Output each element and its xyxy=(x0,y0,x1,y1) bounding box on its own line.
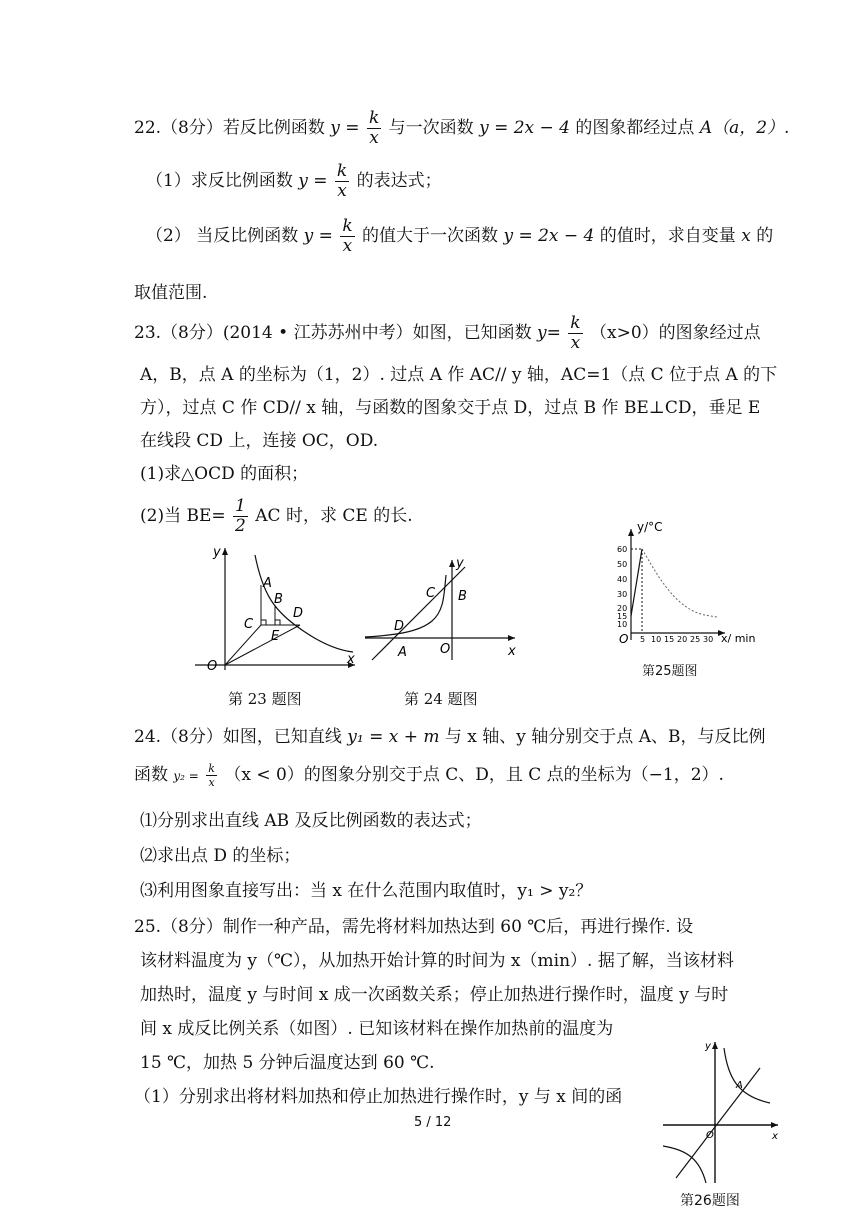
q23-sub2-a: (2)当 BE= xyxy=(140,506,226,526)
page-number: 5 / 12 xyxy=(414,1115,452,1130)
f26-a-label: A xyxy=(736,1080,743,1091)
figure-25 xyxy=(605,515,775,655)
f25-x-axis-label: x/ min xyxy=(721,632,756,645)
f23-e-label: E xyxy=(271,629,280,644)
q24-sub2: ⑵求出点 D 的坐标； xyxy=(140,846,301,866)
f25-ytick-30: 30 xyxy=(617,590,628,599)
q22-fraction: $\frac{k}{x}$ xyxy=(368,108,380,148)
f26-y-label: y xyxy=(705,1041,711,1052)
f24-x-label: x xyxy=(508,644,516,659)
q22-head-a: 22.（8分）若反比例函数 xyxy=(134,118,325,138)
q23-half-fraction: $\frac{1}{2}$ xyxy=(235,496,246,536)
f25-xtick-20: 20 xyxy=(677,635,688,644)
q25-line1: 25.（8分）制作一种产品，需先将材料加热达到 60 ℃后，再进行操作. 设 xyxy=(134,917,694,937)
f25-xtick-10: 10 xyxy=(651,635,662,644)
f25-ytick-10: 10 xyxy=(617,620,628,629)
q23-fraction: $\frac{k}{x}$ xyxy=(570,313,581,353)
q24-line2-a: 函数 xyxy=(134,765,168,785)
figure-26 xyxy=(658,1038,783,1186)
q22-p2-c: 的值时，求自变量 xyxy=(599,226,736,246)
f25-ytick-40: 40 xyxy=(617,575,628,584)
f24-c-label: C xyxy=(426,586,436,601)
f23-x-label: x xyxy=(347,652,355,667)
q22-line1 xyxy=(134,110,789,147)
q24-line2 xyxy=(134,760,724,788)
f23-b-label: B xyxy=(274,592,283,607)
caption-figure-26: 第26题图 xyxy=(680,1193,740,1209)
q23-fn-y: y= xyxy=(537,323,561,343)
f25-xtick-25: 25 xyxy=(690,635,701,644)
q25-line6: （1）分别求出将材料加热和停止加热进行操作时，y 与 x 间的函 xyxy=(134,1087,623,1107)
f25-origin: O xyxy=(619,632,629,646)
q22-p2-fn: y = xyxy=(303,226,333,246)
caption-figure-25: 第25题图 xyxy=(642,664,698,679)
q22-p1-fraction: $\frac{k}{x}$ xyxy=(336,161,348,201)
f24-b-label: B xyxy=(458,589,467,604)
q22-p2-d: 的 xyxy=(756,226,774,246)
f25-ytick-50: 50 xyxy=(617,560,628,569)
q24-cond: （x < 0）的图象分别交于点 C、D，且 C 点的坐标为（−1，2）. xyxy=(224,765,724,785)
q22-p2-b: 的值大于一次函数 xyxy=(362,226,499,246)
q25-line5: 15 ℃，加热 5 分钟后温度达到 60 ℃. xyxy=(140,1053,435,1073)
f23-d-label: D xyxy=(293,606,304,621)
f23-a-label: A xyxy=(263,576,272,591)
q22-linear: y = 2x − 4 xyxy=(479,118,570,138)
f25-ytick-60: 60 xyxy=(617,545,628,554)
f25-xtick-15: 15 xyxy=(664,635,675,644)
f24-o-label: O xyxy=(440,642,451,657)
f24-d-label: D xyxy=(394,619,405,634)
q23-line1 xyxy=(134,315,761,352)
caption-figure-24: 第 24 题图 xyxy=(404,690,478,708)
q22-point: A（a，2）. xyxy=(699,118,790,138)
q24-fraction: $\frac{k}{x}$ xyxy=(208,762,215,789)
q22-part1 xyxy=(146,163,442,200)
f23-c-label: C xyxy=(244,617,254,632)
q24-head-b: 与 x 轴、y 轴分别交于点 A、B，与反比例 xyxy=(444,727,766,747)
q22-p2-x: x xyxy=(741,226,751,246)
q23-sub1: (1)求△OCD 的面积； xyxy=(140,464,309,484)
figure-24 xyxy=(360,555,520,665)
q22-head-b: 与一次函数 xyxy=(388,118,474,138)
f25-xtick-30: 30 xyxy=(703,635,714,644)
q23-sub2 xyxy=(140,498,413,535)
q22-p1-a: （1）求反比例函数 xyxy=(146,171,293,191)
q23-line3: 方），过点 C 作 CD// x 轴，与函数的图象交于点 D，过点 B 作 BE⊥CD，垂足 E xyxy=(140,398,761,418)
q24-line-eq: y₁ = x + m xyxy=(347,727,440,747)
q23-head-a: 23.（8分）(2014 • 江苏苏州中考）如图，已知函数 xyxy=(134,323,532,343)
q23-line2: A，B，点 A 的坐标为（1，2）. 过点 A 作 AC// y 轴，AC=1（点 C 位于点 A 的下 xyxy=(140,365,778,385)
q22-head-c: 的图象都经过点 xyxy=(575,118,695,138)
f23-y-label: y xyxy=(213,545,221,560)
q24-sub3: ⑶利用图象直接写出：当 x 在什么范围内取值时，y₁ > y₂？ xyxy=(140,881,593,901)
q22-p1-b: 的表达式； xyxy=(356,171,442,191)
q23-sub2-b: AC 时，求 CE 的长. xyxy=(255,506,413,526)
f25-xtick-5: 5 xyxy=(640,635,646,644)
q24-sub1: ⑴分别求出直线 AB 及反比例函数的表达式； xyxy=(140,811,482,831)
q22-p2-a: （2） 当反比例函数 xyxy=(146,226,299,246)
f25-ytick-20: 20 xyxy=(617,604,628,613)
f23-o-label: O xyxy=(207,659,218,674)
q23-cond: （x>0）的图象经过点 xyxy=(589,323,761,343)
q22-part2 xyxy=(146,218,773,255)
figure-23 xyxy=(185,540,360,675)
caption-figure-23: 第 23 题图 xyxy=(228,690,302,708)
q25-line3: 加热时，温度 y 与时间 x 成一次函数关系；停止加热进行操作时，温度 y 与时 xyxy=(140,985,729,1005)
q22-fn-y: y = xyxy=(330,118,360,138)
q22-p1-fn: y = xyxy=(298,171,328,191)
q25-line4: 间 x 成反比例关系（如图）. 已知该材料在操作加热前的温度为 xyxy=(140,1019,614,1039)
q24-head-a: 24.（8分）如图，已知直线 xyxy=(134,727,342,747)
q22-p2-linear: y = 2x − 4 xyxy=(503,226,595,246)
q23-line4: 在线段 CD 上，连接 OC，OD. xyxy=(140,431,379,451)
f25-ytick-15: 15 xyxy=(617,612,628,621)
q22-p2-fraction: $\frac{k}{x}$ xyxy=(342,216,353,256)
f25-y-axis-label: y/°C xyxy=(637,520,663,534)
f26-o-label: O xyxy=(706,1130,714,1141)
q24-y2: y₂ = xyxy=(173,769,199,783)
q22-part2-line2: 取值范围. xyxy=(134,283,208,303)
f26-x-label: x xyxy=(772,1131,778,1142)
q24-line1 xyxy=(134,722,765,747)
f24-a-label: A xyxy=(398,645,407,660)
f24-y-label: y xyxy=(456,556,464,571)
q25-line2: 该材料温度为 y（℃），从加热开始计算的时间为 x（min）. 据了解，当该材料 xyxy=(140,951,734,971)
